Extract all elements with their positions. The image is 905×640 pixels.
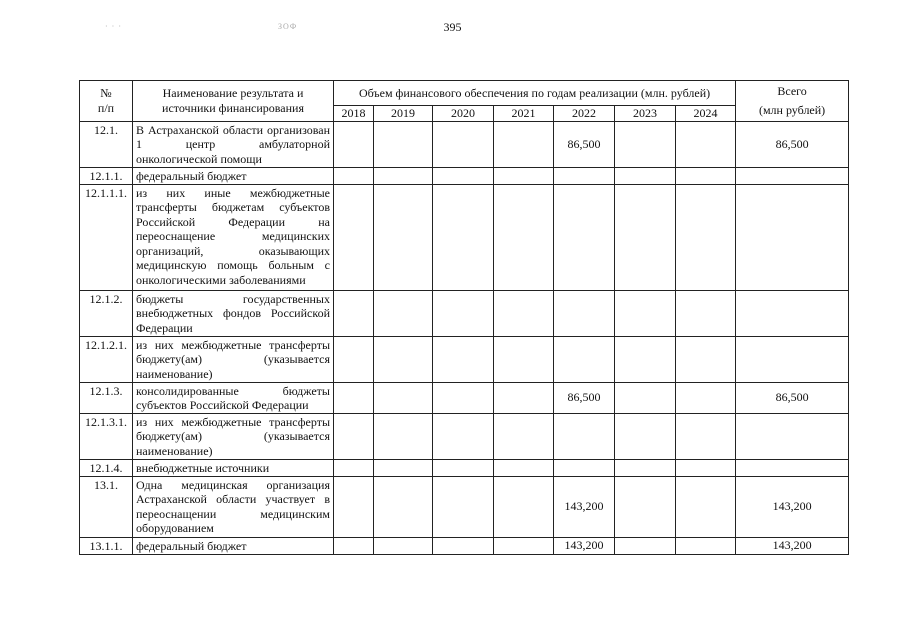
cell-2018 [334,382,374,413]
cell-2020 [433,476,494,537]
cell-2019 [374,413,433,459]
cell-2024 [676,184,736,290]
table-row [80,537,849,554]
cell-2023 [615,121,676,167]
header-year-2020: 2020 [433,106,494,122]
cell-2021 [494,184,554,290]
cell-2021 [494,413,554,459]
cell-2019 [374,184,433,290]
cell-2018 [334,121,374,167]
cell-2018 [334,336,374,382]
cell-total: 143,200 [736,537,849,554]
cell-2019 [374,290,433,336]
row-name: бюджеты государственных внебюджетных фондов Российской Федерации [133,290,334,336]
row-name: федеральный бюджет [133,167,334,184]
row-code: 12.1.2.1. [80,336,133,382]
cell-total [736,184,849,290]
cell-2021 [494,537,554,554]
table-row [80,184,849,290]
cell-2023 [615,382,676,413]
cell-2022: 86,500 [554,382,615,413]
cell-2022 [554,459,615,476]
cell-2022 [554,336,615,382]
scan-smudge-1: · · · [105,22,122,31]
cell-2022 [554,184,615,290]
cell-2022 [554,413,615,459]
cell-2024 [676,290,736,336]
cell-2018 [334,413,374,459]
row-name: Одна медицинская организация Астраханской области участвует в переоснащении медицинским оборудованием [133,476,334,537]
header-year-2018: 2018 [334,106,374,122]
cell-2020 [433,382,494,413]
cell-2022 [554,167,615,184]
cell-2019 [374,382,433,413]
cell-2020 [433,167,494,184]
cell-2020 [433,290,494,336]
cell-2023 [615,413,676,459]
cell-2023 [615,459,676,476]
header-year-2024: 2024 [676,106,736,122]
cell-total: 86,500 [736,121,849,167]
cell-2019 [374,476,433,537]
row-name: из них иные межбюджетные трансферты бюджетам субъектов Российской Федерации на переоснащение медицинских организаций, оказывающих медицинскую помощь больным с онкологическими заболеваниями [133,184,334,290]
table-row [80,476,849,537]
header-year-2022: 2022 [554,106,615,122]
financing-table [79,80,849,555]
table-row [80,336,849,382]
cell-2020 [433,184,494,290]
row-name: из них межбюджетные трансферты бюджету(ам) (указывается наименование) [133,413,334,459]
cell-2024 [676,537,736,554]
cell-2021 [494,382,554,413]
cell-2020 [433,537,494,554]
cell-2023 [615,537,676,554]
cell-2018 [334,537,374,554]
cell-2024 [676,413,736,459]
cell-2019 [374,537,433,554]
scan-smudge-2: ЗОФ [278,22,298,31]
cell-total [736,290,849,336]
cell-2018 [334,290,374,336]
cell-2021 [494,167,554,184]
cell-2023 [615,290,676,336]
table-row [80,167,849,184]
cell-total [736,336,849,382]
cell-2022 [554,290,615,336]
cell-2023 [615,167,676,184]
cell-2022: 86,500 [554,121,615,167]
row-code: 13.1.1. [80,537,133,554]
cell-2019 [374,121,433,167]
cell-2021 [494,336,554,382]
cell-2018 [334,167,374,184]
cell-2021 [494,290,554,336]
cell-2018 [334,476,374,537]
table-row [80,121,849,167]
row-code: 12.1.3.1. [80,413,133,459]
page-number: 395 [443,20,462,34]
cell-2020 [433,413,494,459]
row-name: из них межбюджетные трансферты бюджету(ам) (указывается наименование) [133,336,334,382]
cell-2018 [334,184,374,290]
cell-2021 [494,459,554,476]
cell-total: 143,200 [736,476,849,537]
cell-2021 [494,476,554,537]
cell-total: 86,500 [736,382,849,413]
cell-2023 [615,336,676,382]
row-name: консолидированные бюджеты субъектов Российской Федерации [133,382,334,413]
header-year-2023: 2023 [615,106,676,122]
cell-2023 [615,184,676,290]
row-code: 12.1.1.1. [80,184,133,290]
cell-2022: 143,200 [554,476,615,537]
row-name: федеральный бюджет [133,537,334,554]
table-row [80,290,849,336]
cell-2019 [374,336,433,382]
row-code: 12.1.4. [80,459,133,476]
header-year-2019: 2019 [374,106,433,122]
table-row [80,459,849,476]
cell-2019 [374,167,433,184]
cell-2022: 143,200 [554,537,615,554]
cell-2019 [374,459,433,476]
cell-2020 [433,459,494,476]
row-code: 12.1.3. [80,382,133,413]
row-code: 13.1. [80,476,133,537]
row-name: внебюджетные источники [133,459,334,476]
table-row [80,382,849,413]
cell-2018 [334,459,374,476]
cell-2024 [676,459,736,476]
header-number: № п/п [80,81,133,122]
row-code: 12.1. [80,121,133,167]
cell-total [736,459,849,476]
cell-2021 [494,121,554,167]
cell-total [736,167,849,184]
row-code: 12.1.2. [80,290,133,336]
cell-total [736,413,849,459]
cell-2024 [676,336,736,382]
cell-2020 [433,336,494,382]
table-row [80,413,849,459]
row-code: 12.1.1. [80,167,133,184]
row-name: В Астраханской области организован 1 центр амбулаторной онкологической помощи [133,121,334,167]
header-total: Всего (млн рублей) [736,81,849,122]
header-volume: Объем финансового обеспечения по годам реализации (млн. рублей) [334,81,736,106]
cell-2020 [433,121,494,167]
cell-2024 [676,476,736,537]
cell-2024 [676,382,736,413]
header-name: Наименование результата и источники финансирования [133,81,334,122]
cell-2023 [615,476,676,537]
header-year-2021: 2021 [494,106,554,122]
cell-2024 [676,167,736,184]
cell-2024 [676,121,736,167]
